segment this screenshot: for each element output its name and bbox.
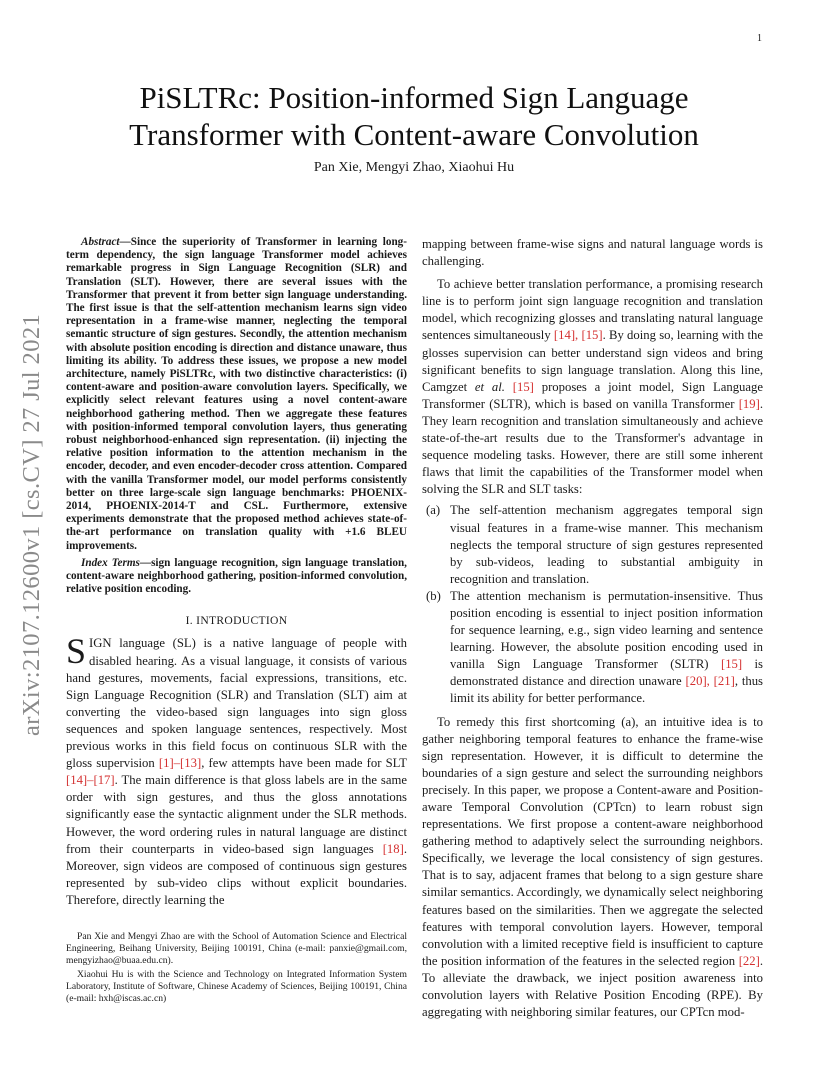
citation-link[interactable]: [1]–[13] [158, 756, 202, 771]
text: proposes a joint model, Sign Language Transformer (SLTR), which is based on vanilla Transformer [422, 379, 763, 411]
index-terms-label: Index Terms [81, 556, 140, 569]
list-label: (b) [426, 588, 441, 603]
right-column [422, 236, 763, 1021]
index-terms-text: —sign language recognition, sign language translation, content-aware neighborhood gathering, position-informed convolution, relative position encoding. [66, 556, 407, 596]
intro-text-1: IGN language (SL) is a native language of people with disabled hearing. As a visual language, it consists of various hand gestures, movements, facial expressions, transitions, etc. Sign Language Recognition (SLR) and Translation (SLT) aim at converting the video-based sign languages into sign gloss sequences and spoken language sentences, respectively. Most previous works in this field focus on continuous SLR with the gloss supervision [66, 636, 407, 771]
abstract [66, 236, 407, 553]
index-terms [66, 557, 407, 597]
citation-link[interactable]: [18] [382, 841, 404, 856]
paragraph: mapping between frame-wise signs and natural language words is challenging. [422, 237, 763, 269]
text: . By doing so, learning with the glosses supervision can better understand sign videos and bring significant benefits to sign language translation. Along this line, Camgzet [422, 328, 763, 394]
issue-list [422, 502, 763, 707]
list-text: is demonstrated distance and direction unaware [450, 657, 763, 689]
intro-text-2: , few attempts have been made for SLT [201, 756, 407, 771]
text: To remedy this first shortcoming (a), an intuitive idea is to gather neighboring temporal features to enhance the frame-wise sign representation. However, it is difficult to determine the boundaries of a sign gesture and select the surrounding neighbors precisely. In this paper, we propose a Content-aware and Position-aware Temporal Convolution (CPTcn) to learn robust sign representations. We first propose a content-aware neighborhood gathering method to adaptively select the surrounding neighbors. Specifically, we leverage the local consistency of sign gestures. That is to say, adjacent frames that belong to a sign gesture share similar semantics. Accordingly, we dynamically select neighboring features based on the similarities. Then we aggregate the selected features with temporal convolution layers. However, temporal convolution with a limited receptive field is insufficient to capture the position information of the features in the selected region [422, 714, 763, 968]
list-text: The attention mechanism is permutation-insensitive. Thus position encoding is essential to inject position information for sequence learning, e.g., sign video learning and sentence learning. However, the absolute position encoding used in vanilla Sign Language Transformer (SLTR) [450, 588, 763, 672]
citation-link[interactable]: [15] [512, 379, 534, 394]
intro-text-3: . The main difference is that gloss labels are in the same order with sign gestures, and thus the gloss annotations significantly ease the syntactic alignment under the SLR methods. However, the word ordering rules in natural language are distinct from their counterparts in video-based sign languages [66, 773, 407, 856]
intro-text-4: . Moreover, sign videos are composed of continuous sign gestures represented by sub-video clips without explicit boundaries. Therefore, directly learning the [66, 841, 407, 907]
list-item [422, 588, 763, 708]
footnote: Pan Xie and Mengyi Zhao are with the School of Automation Science and Electrical Engineering, Beihang University, Beijing 100191, China (e-mail: panxie@gmail.com, mengyizhao@buaa.edu.cn). [66, 930, 407, 966]
text: To achieve better translation performance, a promising research line is to perform joint sign language recognition and translation model, which recognizing glosses and translating natural language sentences simultaneously [422, 277, 763, 343]
page-number: 1 [757, 33, 762, 44]
citation-link[interactable]: [14]–[17] [66, 773, 115, 788]
text: . To alleviate the drawback, we inject position awareness into convolution layers with Relative Position Encoding (RPE). By aggregating with neighboring similar features, our CPTcn mod- [422, 953, 763, 1020]
paragraph [422, 714, 763, 1022]
left-column [66, 236, 407, 1007]
dropcap: S [66, 631, 87, 672]
citation-link[interactable]: [14], [15] [553, 328, 603, 343]
arxiv-stamp: arXiv:2107.12600v1 [cs.CV] 27 Jul 2021 [18, 313, 45, 737]
citation-link[interactable]: [19] [738, 396, 760, 411]
text: . They learn recognition and translation simultaneously and achieve state-of-the-art results due to the Transformer's advantage in sequence modeling tasks. However, there are still some inherent flaws that limit the capabilities of the Transformer model when solving the SLR and SLT tasks: [422, 396, 763, 497]
abstract-label: Abstract [81, 236, 120, 248]
paper-authors: Pan Xie, Mengyi Zhao, Xiaohui Hu [313, 160, 515, 175]
footnote: Xiaohui Hu is with the Science and Technology on Integrated Information System Laboratory, Institute of Software, Chinese Academy of Sciences, Beijing 100191, China (e-mail: hxh@iscas.ac.cn) [66, 968, 407, 1004]
paper-title: PiSLTRc: Position-informed Sign Language Transformer with Content-aware Convolution [129, 80, 699, 152]
citation-link[interactable]: [15] [720, 657, 743, 672]
et-al: et al. [474, 379, 505, 394]
citation-link[interactable]: [20], [21] [685, 674, 735, 689]
citation-link[interactable]: [22] [738, 953, 760, 968]
abstract-text: —Since the superiority of Transformer in learning long-term dependency, the sign language Transformer model achieves remarkable progress in Sign Language Recognition (SLR) and Translation (SLT). However, there are several issues with the Transformer that prevent it from better sign language understanding. The first issue is that the self-attention mechanism learns sign video representation in a frame-wise manner, neglecting the temporal semantic structure of sign gestures. Secondly, the attention mechanism with absolute position encoding is direction and distance unaware, thus limiting its ability. To address these issues, we propose a new model architecture, namely PiSLTRc, with two distinctive characteristics: (i) content-aware and position-aware convolution layers. Specifically, we explicitly select relevant features using a novel content-aware neighborhood gathering method. Then we aggregate these features with position-informed temporal convolution layers, thus generating robust neighborhood-enhanced sign representation. (ii) injecting the relative position information to the attention mechanism in the encoder, decoder, and even encoder-decoder cross attention. Compared with the vanilla Transformer model, our model performs consistently better on three large-scale sign language benchmarks: PHOENIX-2014, PHOENIX-2014-T and CSL. Furthermore, extensive experiments demonstrate that the proposed method achieves state-of-the-art performance on translation quality with +1.6 BLEU improvements. [66, 236, 407, 552]
section-heading: I. INTRODUCTION [185, 614, 288, 628]
list-label: (a) [426, 503, 441, 518]
paragraph [422, 276, 763, 498]
list-text: , thus limit its ability for better performance. [450, 674, 763, 706]
intro-paragraph [66, 631, 407, 909]
list-text: The self-attention mechanism aggregates temporal sign visual features in a frame-wise manner. This mechanism neglects the temporal structure of sign gestures represented by sub-videos, leading to substantial ambiguity in recognition and translation. [450, 503, 763, 586]
text [505, 380, 513, 394]
footnotes [66, 931, 407, 1005]
list-item [422, 502, 763, 587]
